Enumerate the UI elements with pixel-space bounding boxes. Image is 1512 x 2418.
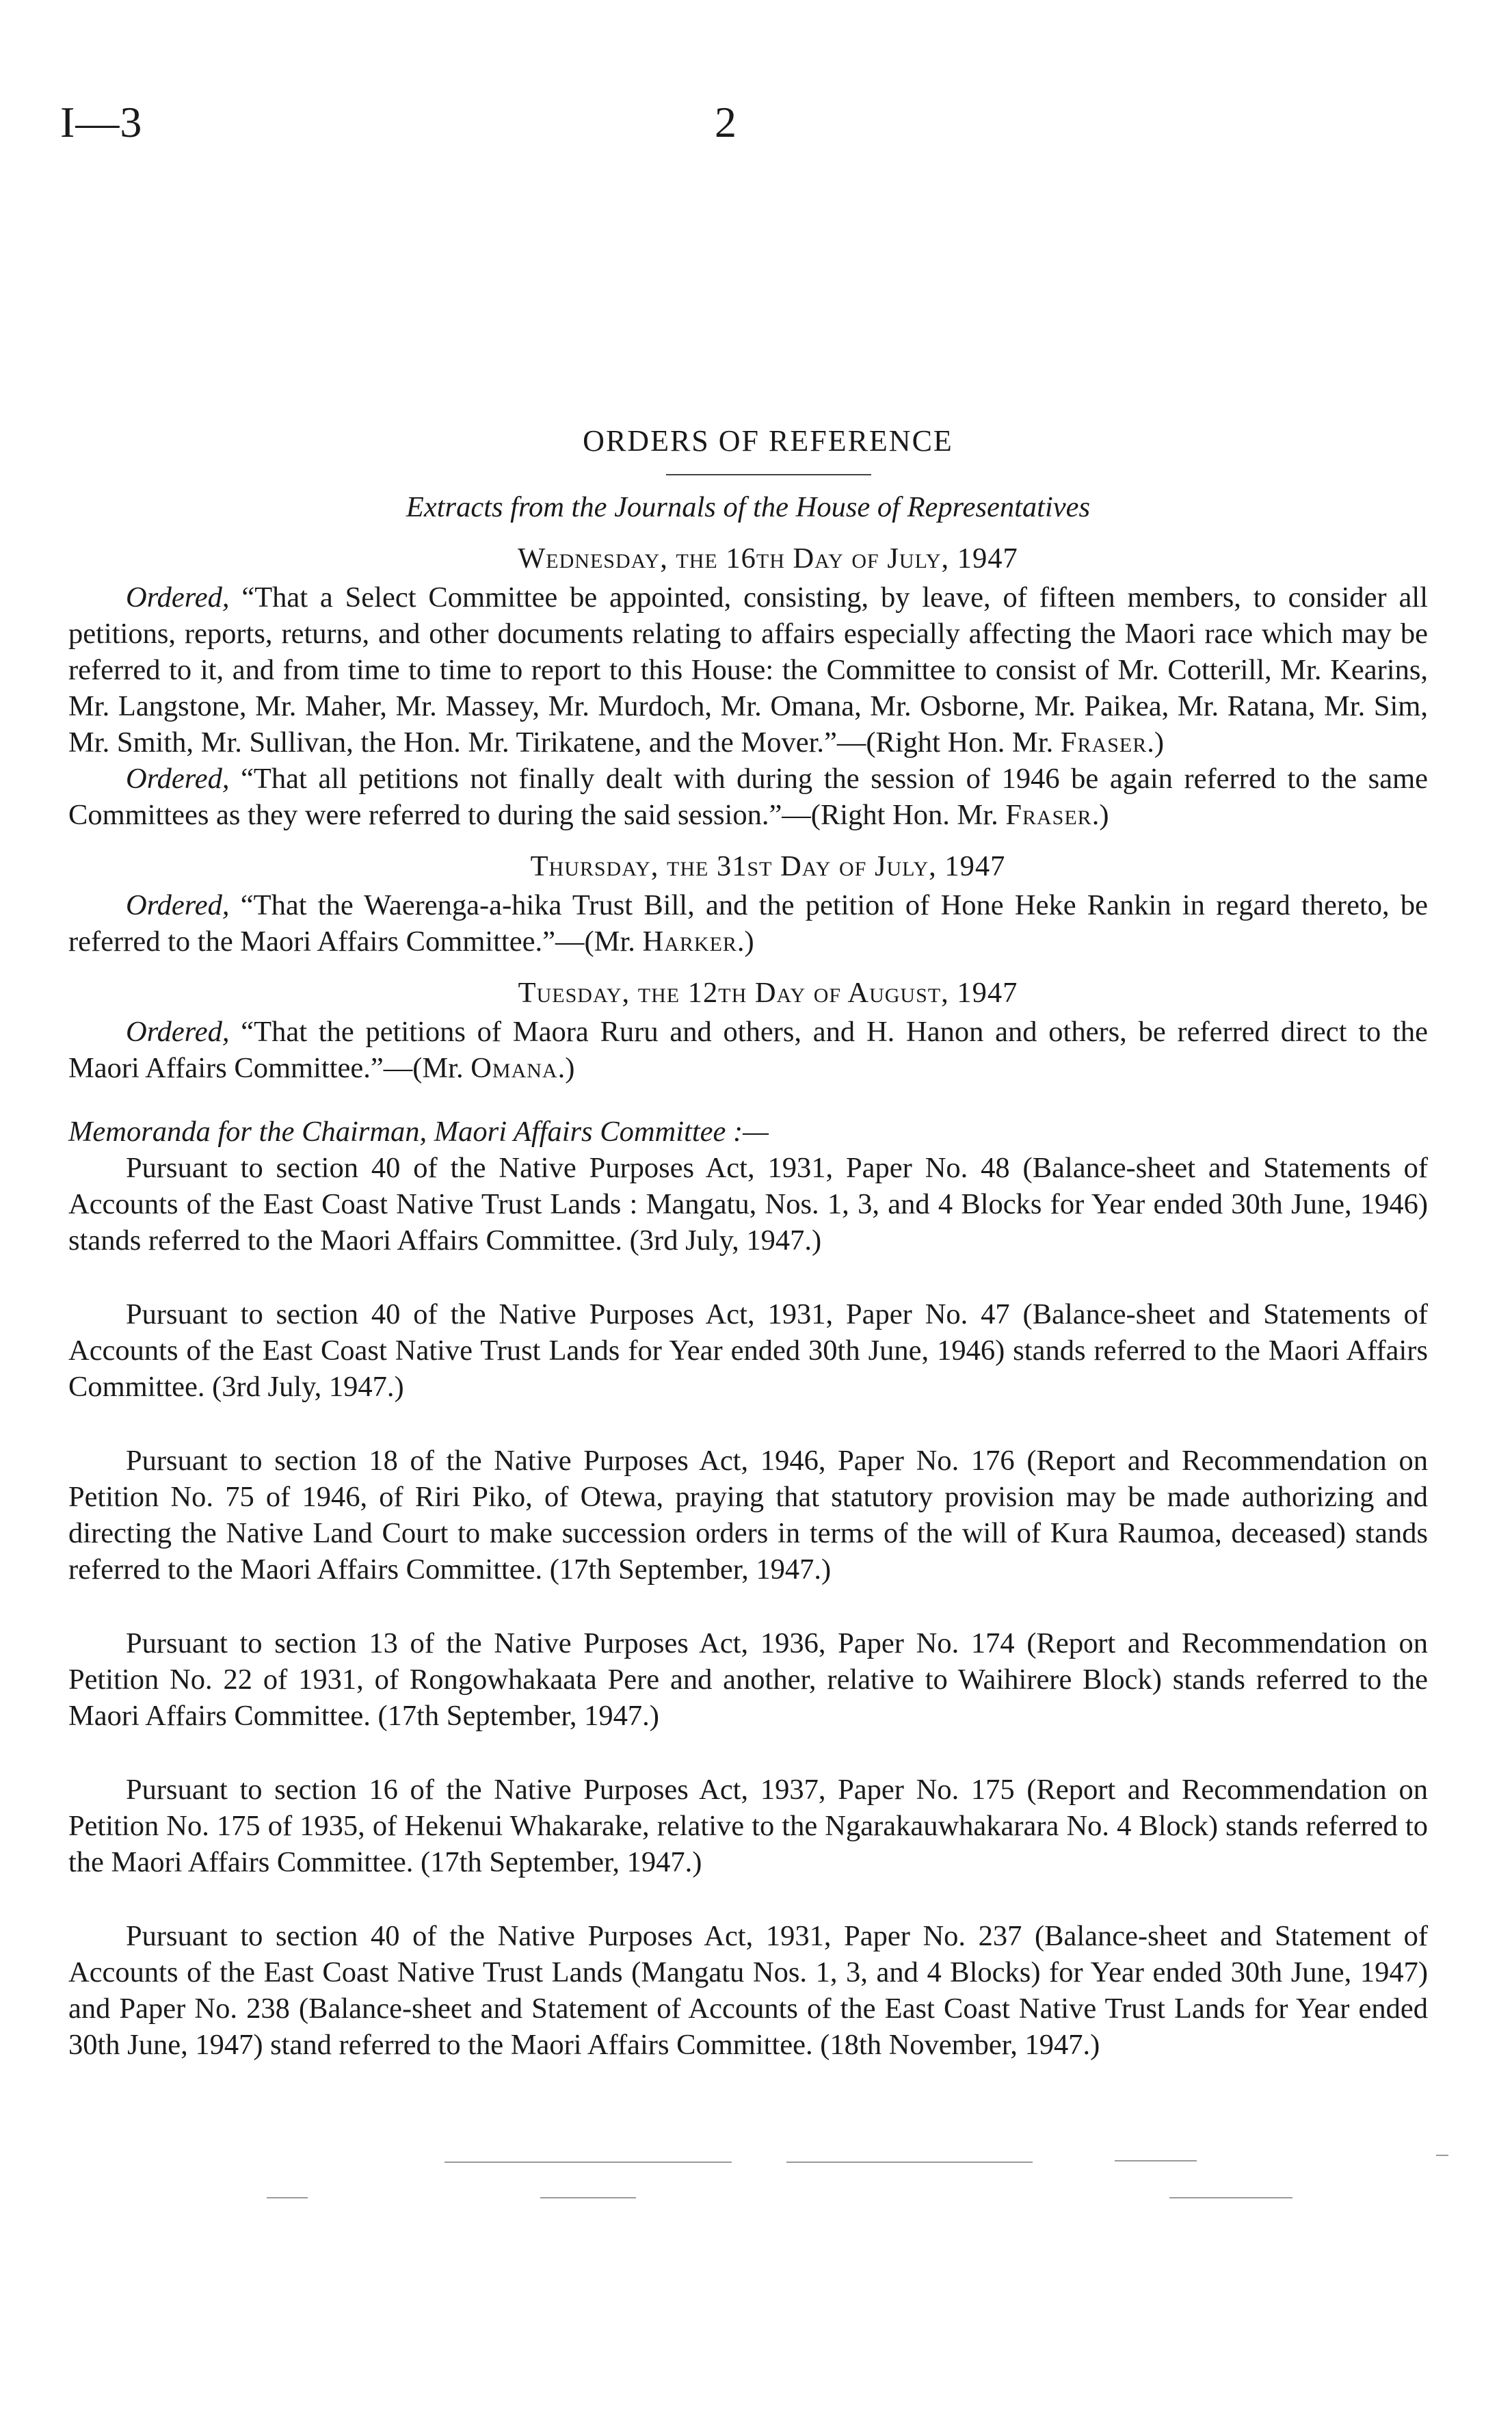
entry-date: Thursday, the 31st Day of July, 1947 [530,850,1006,882]
order-end: .) [1147,726,1165,759]
order-paragraph [68,761,1428,833]
title-rule [666,474,871,475]
memorandum-item: Pursuant to section 40 of the Native Purposes Act, 1931, Paper No. 48 (Balance-sheet and Statements of Accounts of the East Coast Native Trust Lands : Mangatu, Nos. 1, 3, and 4 Blocks for Year ended 30th June, 1946) stands referred to the Maori Affairs Committee. (3rd July, 1947.) [68,1152,1428,1257]
document-body [68,423,1428,2101]
ordered-label: Ordered, [126,1016,230,1048]
order-mover: Harker [642,925,737,958]
order-end: .) [1091,799,1109,831]
page-title: ORDERS OF REFERENCE [583,424,953,458]
memorandum-item: Pursuant to section 16 of the Native Purposes Act, 1937, Paper No. 175 (Report and Recommendation on Petition No. 175 of 1935, of Hekenui Whakarake, relative to the Ngarakauwhakarara No. 4 Block) stands referred to the Maori Affairs Committee. (17th September, 1947.) [68,1774,1428,1878]
order-text: “That the Waerenga-a-hika Trust Bill, and the petition of Hone Heke Rankin in regard thereto, be referred to the Maori Affairs Committee.”—(Mr. [68,889,1429,958]
ordered-label: Ordered, [126,763,230,795]
ordered-label: Ordered, [126,581,230,614]
scan-speck [267,2197,308,2198]
order-end: .) [557,1052,575,1084]
order-end: .) [737,925,754,958]
order-paragraph [68,579,1428,761]
scan-speck [445,2161,732,2163]
memorandum-item: Pursuant to section 13 of the Native Purposes Act, 1936, Paper No. 174 (Report and Recommendation on Petition No. 22 of 1931, of Rongowhakaata Pere and another, relative to Waihirere Block) stands referred to the Maori Affairs Committee. (17th September, 1947.) [68,1627,1428,1732]
ordered-label: Ordered, [126,889,230,921]
order-paragraph [68,1014,1428,1086]
page-subtitle: Extracts from the Journals of the House of Representatives [406,491,1091,523]
order-text: “That the petitions of Maora Ruru and others, and H. Hanon and others, be referred direct to the Maori Affairs Committee.”—(Mr. [68,1016,1429,1084]
entry-date: Wednesday, the 16th Day of July, 1947 [518,542,1018,575]
memoranda-heading: Memoranda for the Chairman, Maori Affairs Committee :— [68,1116,769,1148]
order-text: “That all petitions not finally dealt with during the session of 1946 be again referred to the same Committees as they were referred to during the said session.”—(Right Hon. Mr. [68,763,1428,831]
scan-artifacts [103,2134,1436,2209]
order-paragraph [68,887,1428,960]
scan-speck [1115,2160,1197,2161]
memorandum-item: Pursuant to section 18 of the Native Purposes Act, 1946, Paper No. 176 (Report and Recommendation on Petition No. 75 of 1946, of Riri Piko, of Otewa, praying that statutory provision may be made authorizing and directing the Native Land Court to make succession orders in terms of the will of Kura Raumoa, deceased) stands referred to the Maori Affairs Committee. (17th September, 1947.) [68,1445,1428,1586]
page-reference: I—3 [60,98,143,146]
memorandum-item: Pursuant to section 40 of the Native Purposes Act, 1931, Paper No. 237 (Balance-sheet and Statement of Accounts of the East Coast Native Trust Lands (Mangatu Nos. 1, 3, and 4 Blocks) for Year ended 30th June, 1947) and Paper No. 238 (Balance-sheet and Statement of Accounts of the East Coast Native Trust Lands for Year ended 30th June, 1947) stand referred to the Maori Affairs Committee. (18th November, 1947.) [68,1920,1428,2061]
memorandum-item: Pursuant to section 40 of the Native Purposes Act, 1931, Paper No. 47 (Balance-sheet and Statements of Accounts of the East Coast Native Trust Lands for Year ended 30th June, 1946) stands referred to the Maori Affairs Committee. (3rd July, 1947.) [68,1298,1428,1403]
page-number: 2 [715,98,737,146]
scan-speck [1436,2155,1448,2156]
entry-date: Tuesday, the 12th Day of August, 1947 [518,977,1018,1009]
scan-speck [1169,2197,1292,2198]
order-mover: Fraser [1005,799,1092,831]
order-mover: Omana [470,1052,558,1084]
order-mover: Fraser [1060,726,1148,759]
order-text: “That a Select Committee be appointed, consisting, by leave, of fifteen members, to consider all petitions, reports, returns, and other documents relating to affairs especially affecting the Maori race which may be referred to it, and from time to time to report to this House: the Committee to consist of Mr. Cotterill, Mr. Kearins, Mr. Langstone, Mr. Maher, Mr. Massey, Mr. Murdoch, Mr. Omana, Mr. Osborne, Mr. Paikea, Mr. Ratana, Mr. Sim, Mr. Smith, Mr. Sullivan, the Hon. Mr. Tirikatene, and the Mover.”—(Right Hon. Mr. [68,581,1428,759]
scan-speck [540,2197,636,2198]
scan-speck [786,2161,1033,2163]
